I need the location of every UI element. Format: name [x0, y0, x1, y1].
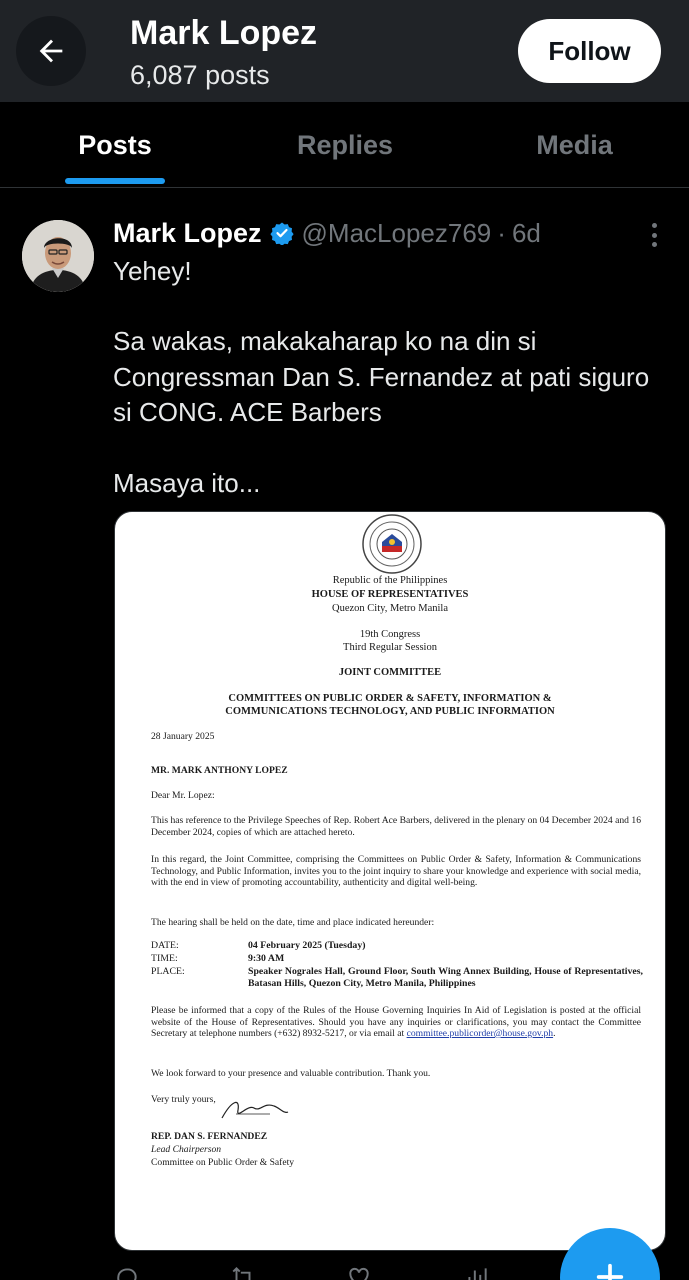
- verified-badge-icon: [270, 221, 294, 245]
- active-tab-indicator: [65, 178, 165, 184]
- post-text-line: Congressman Dan S. Fernandez at pati siguro: [113, 362, 650, 392]
- post-author[interactable]: Mark Lopez: [113, 217, 262, 248]
- doc-salutation: Dear Mr. Lopez:: [151, 790, 215, 801]
- more-options-button[interactable]: [644, 220, 664, 250]
- doc-time-label: TIME:: [151, 953, 178, 964]
- doc-closing: Very truly yours,: [151, 1094, 216, 1105]
- tab-media[interactable]: Media: [536, 129, 613, 160]
- views-button[interactable]: [464, 1264, 490, 1280]
- doc-paragraph-4: [151, 1005, 641, 1040]
- heart-icon: [346, 1264, 372, 1280]
- repost-button[interactable]: [230, 1264, 256, 1280]
- tab-posts[interactable]: Posts: [78, 129, 152, 160]
- back-button[interactable]: [16, 16, 86, 86]
- attached-document-image[interactable]: [114, 511, 666, 1251]
- house-seal-icon: [360, 512, 424, 576]
- doc-committees-line2: COMMUNICATIONS TECHNOLOGY, AND PUBLIC INFORMATION: [225, 706, 555, 717]
- doc-paragraph-5: We look forward to your presence and valuable contribution. Thank you.: [151, 1068, 431, 1079]
- more-vertical-icon: [652, 223, 657, 228]
- plus-icon: [593, 1260, 627, 1280]
- doc-signer-committee: Committee on Public Order & Safety: [151, 1157, 295, 1168]
- post-text-line: Yehey!: [113, 256, 192, 286]
- doc-house: HOUSE OF REPRESENTATIVES: [311, 589, 469, 600]
- doc-signer: REP. DAN S. FERNANDEZ: [151, 1131, 268, 1142]
- doc-republic: Republic of the Philippines: [332, 575, 448, 586]
- doc-date-value: 04 February 2025 (Tuesday): [248, 940, 366, 951]
- doc-paragraph-1: This has reference to the Privilege Speeches of Rep. Robert Ace Barbers, delivered in the plenary on 04 December 2024 and 16 December 2024, copies of which are attached hereto.: [151, 815, 641, 838]
- doc-email-end: .: [553, 1028, 556, 1039]
- follow-button[interactable]: Follow: [518, 19, 661, 83]
- post-actions: [114, 1264, 574, 1280]
- arrow-left-icon: [34, 34, 68, 68]
- doc-paragraph-2: In this regard, the Joint Committee, comprising the Committees on Public Order & Safety, Information & Communications Technology, and Public Information, invites you to the joint inquiry to share your knowledge and experience with social media, with the end in view of promoting accountability, authenticity and digital well-being.: [151, 854, 641, 888]
- doc-place-label: PLACE:: [151, 966, 185, 977]
- signature-icon: [218, 1094, 290, 1126]
- doc-addressee: MR. MARK ANTHONY LOPEZ: [151, 765, 288, 776]
- reply-icon: [114, 1264, 140, 1280]
- doc-congress: 19th Congress: [359, 629, 421, 640]
- post-text-line: Sa wakas, makakaharap ko na din si: [113, 326, 537, 356]
- post-text-line: Masaya ito...: [113, 468, 261, 498]
- posts-count: 6,087 posts: [130, 60, 270, 90]
- repost-icon: [230, 1264, 256, 1280]
- doc-city: Quezon City, Metro Manila: [332, 603, 448, 614]
- doc-date: 28 January 2025: [151, 731, 215, 742]
- doc-paragraph-3: The hearing shall be held on the date, time and place indicated hereunder:: [151, 917, 435, 928]
- post-header: [113, 216, 541, 250]
- post-text-line: si CONG. ACE Barbers: [113, 397, 382, 427]
- doc-committees-line1: COMMITTEES ON PUBLIC ORDER & SAFETY, INFORMATION &: [228, 693, 552, 704]
- doc-time-value: 9:30 AM: [248, 953, 285, 964]
- separator-dot: ·: [497, 217, 506, 248]
- doc-date-label: DATE:: [151, 940, 179, 951]
- post-time[interactable]: 6d: [511, 217, 541, 248]
- views-icon: [464, 1264, 490, 1280]
- like-button[interactable]: [346, 1264, 372, 1280]
- profile-tabs: [0, 102, 689, 188]
- doc-session: Third Regular Session: [343, 642, 437, 653]
- post-handle[interactable]: @MacLopez769: [301, 217, 492, 248]
- profile-name: Mark Lopez: [130, 14, 318, 52]
- reply-button[interactable]: [114, 1264, 140, 1280]
- profile-header: [0, 0, 689, 102]
- doc-joint-committee: JOINT COMMITTEE: [338, 667, 442, 678]
- doc-signer-title: Lead Chairperson: [151, 1144, 222, 1155]
- avatar[interactable]: [22, 220, 94, 292]
- doc-place-value: Speaker Nograles Hall, Ground Floor, South Wing Annex Building, House of Representatives, Batasan Hills, Quezon City, Metro Manila, Philippines: [248, 966, 643, 989]
- doc-email-link[interactable]: committee.publicorder@house.gov.ph: [406, 1028, 554, 1039]
- tab-replies[interactable]: Replies: [296, 129, 394, 160]
- doc-paragraph-4-text: Please be informed that a copy of the Rules of the House Governing Inquiries In Aid of Legislation is posted at the official website of the House of Representatives. Should you have any inquiries or clarifications, you may contact the Committee Secretary at telephone numbers (+632) 8932-5217, or via email at: [151, 1005, 641, 1039]
